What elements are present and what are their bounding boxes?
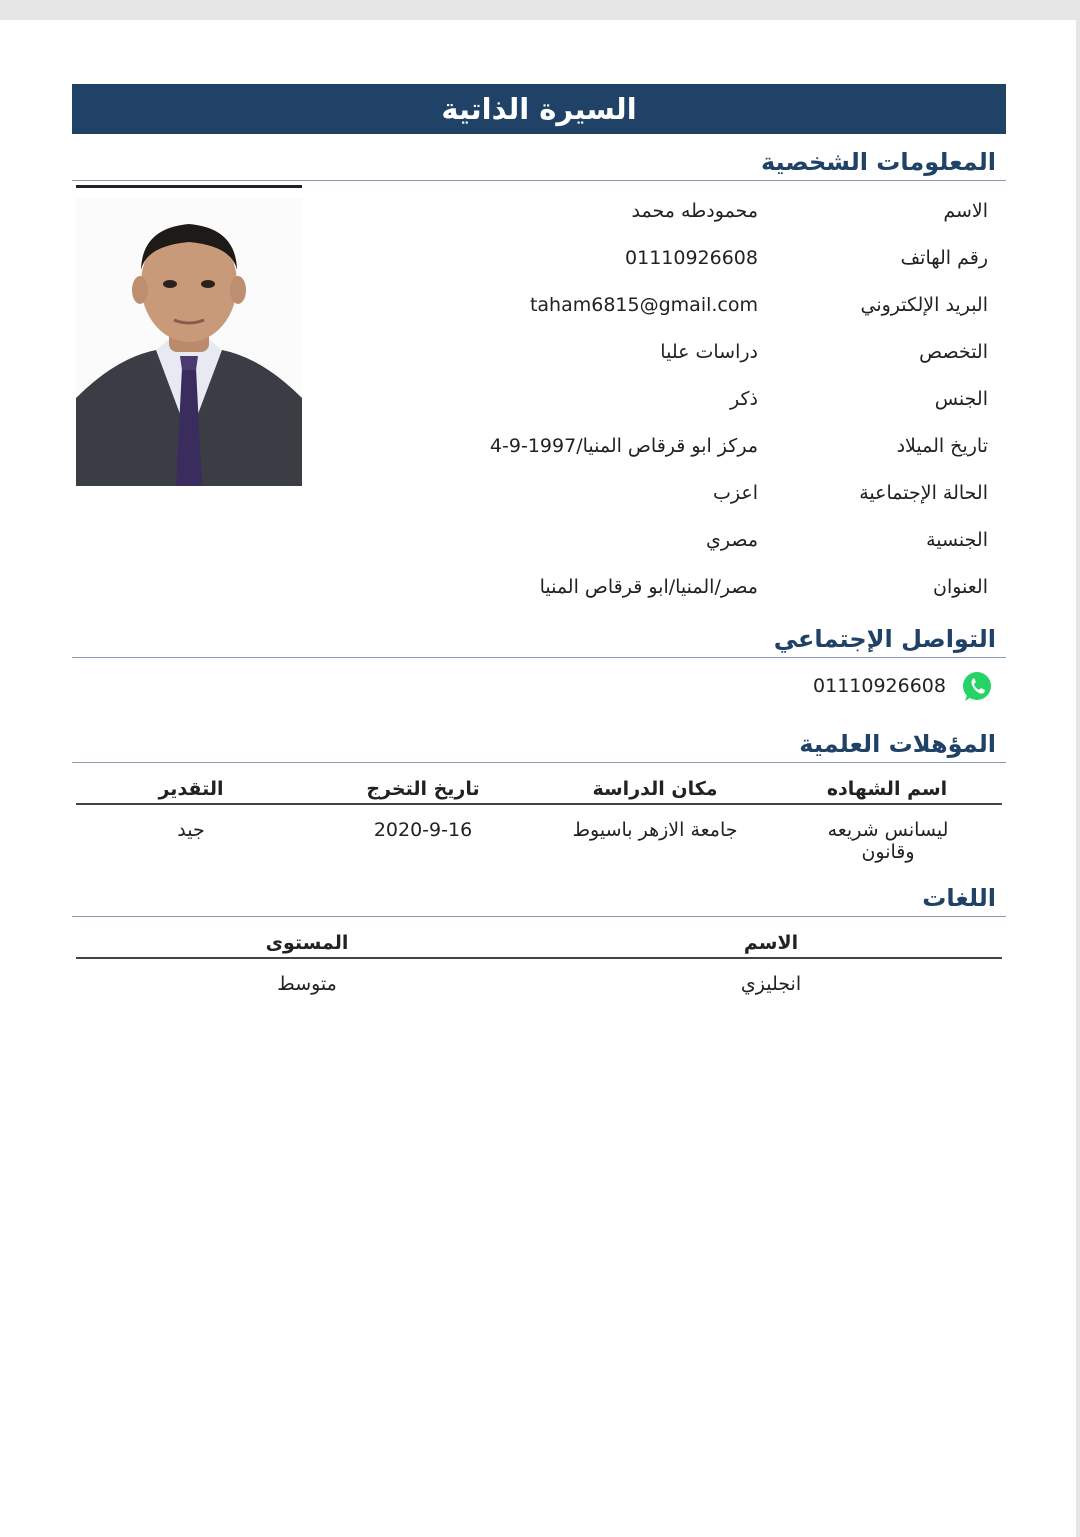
field-value-nationality: مصري [705,529,758,551]
field-value-phone: 01110926608 [625,247,758,269]
section-title-languages: اللغات [922,884,996,912]
table-divider [76,957,1002,959]
cv-page [0,20,1076,1537]
qualification-degree: ليسانس شريعه وقانون [827,819,949,863]
field-value-email: taham6815@gmail.com [529,294,758,316]
qualifications-header-grade: التقدير [158,778,224,800]
qualification-place: جامعة الازهر باسيوط [572,819,738,841]
section-divider [72,657,1006,658]
qualification-date: 2020-9-16 [373,819,473,841]
field-value-birth: مركز ابو قرقاص المنيا/1997-9-4 [489,435,758,457]
section-title-qualifications: المؤهلات العلمية [799,730,996,758]
languages-header-name: الاسم [743,932,799,954]
field-value-name: محمودطه محمد [631,200,758,222]
section-divider [72,916,1006,917]
languages-header-level: المستوى [265,932,349,954]
photo-divider [76,185,302,188]
field-label-gender: الجنس [934,388,988,410]
field-value-marital-status: اعزب [713,482,758,504]
field-label-phone: رقم الهاتف [900,247,988,269]
field-label-email: البريد الإلكتروني [860,294,988,316]
qualification-grade: جيد [177,819,205,841]
profile-photo [76,198,302,486]
whatsapp-number: 01110926608 [813,675,946,697]
table-divider [76,803,1002,805]
field-label-specialization: التخصص [919,341,988,363]
language-level: متوسط [277,973,337,995]
qualifications-header-date: تاريخ التخرج [366,778,480,800]
field-value-specialization: دراسات عليا [660,341,758,363]
field-label-nationality: الجنسية [926,529,988,551]
field-label-birth: تاريخ الميلاد [896,435,988,457]
field-label-marital-status: الحالة الإجتماعية [859,482,988,504]
field-label-name: الاسم [943,200,988,222]
language-name: انجليزي [740,973,802,995]
cv-title: السيرة الذاتية [72,84,1006,134]
field-value-gender: ذكر [730,388,758,410]
section-title-personal: المعلومات الشخصية [760,148,996,176]
section-divider [72,180,1006,181]
section-divider [72,762,1006,763]
section-title-social: التواصل الإجتماعي [773,625,996,653]
qualifications-header-place: مكان الدراسة [592,778,718,800]
field-label-address: العنوان [932,576,988,598]
field-value-address: مصر/المنيا/ابو قرقاص المنيا [539,576,758,598]
qualifications-header-degree: اسم الشهاده [826,778,948,800]
whatsapp-icon [960,670,994,704]
